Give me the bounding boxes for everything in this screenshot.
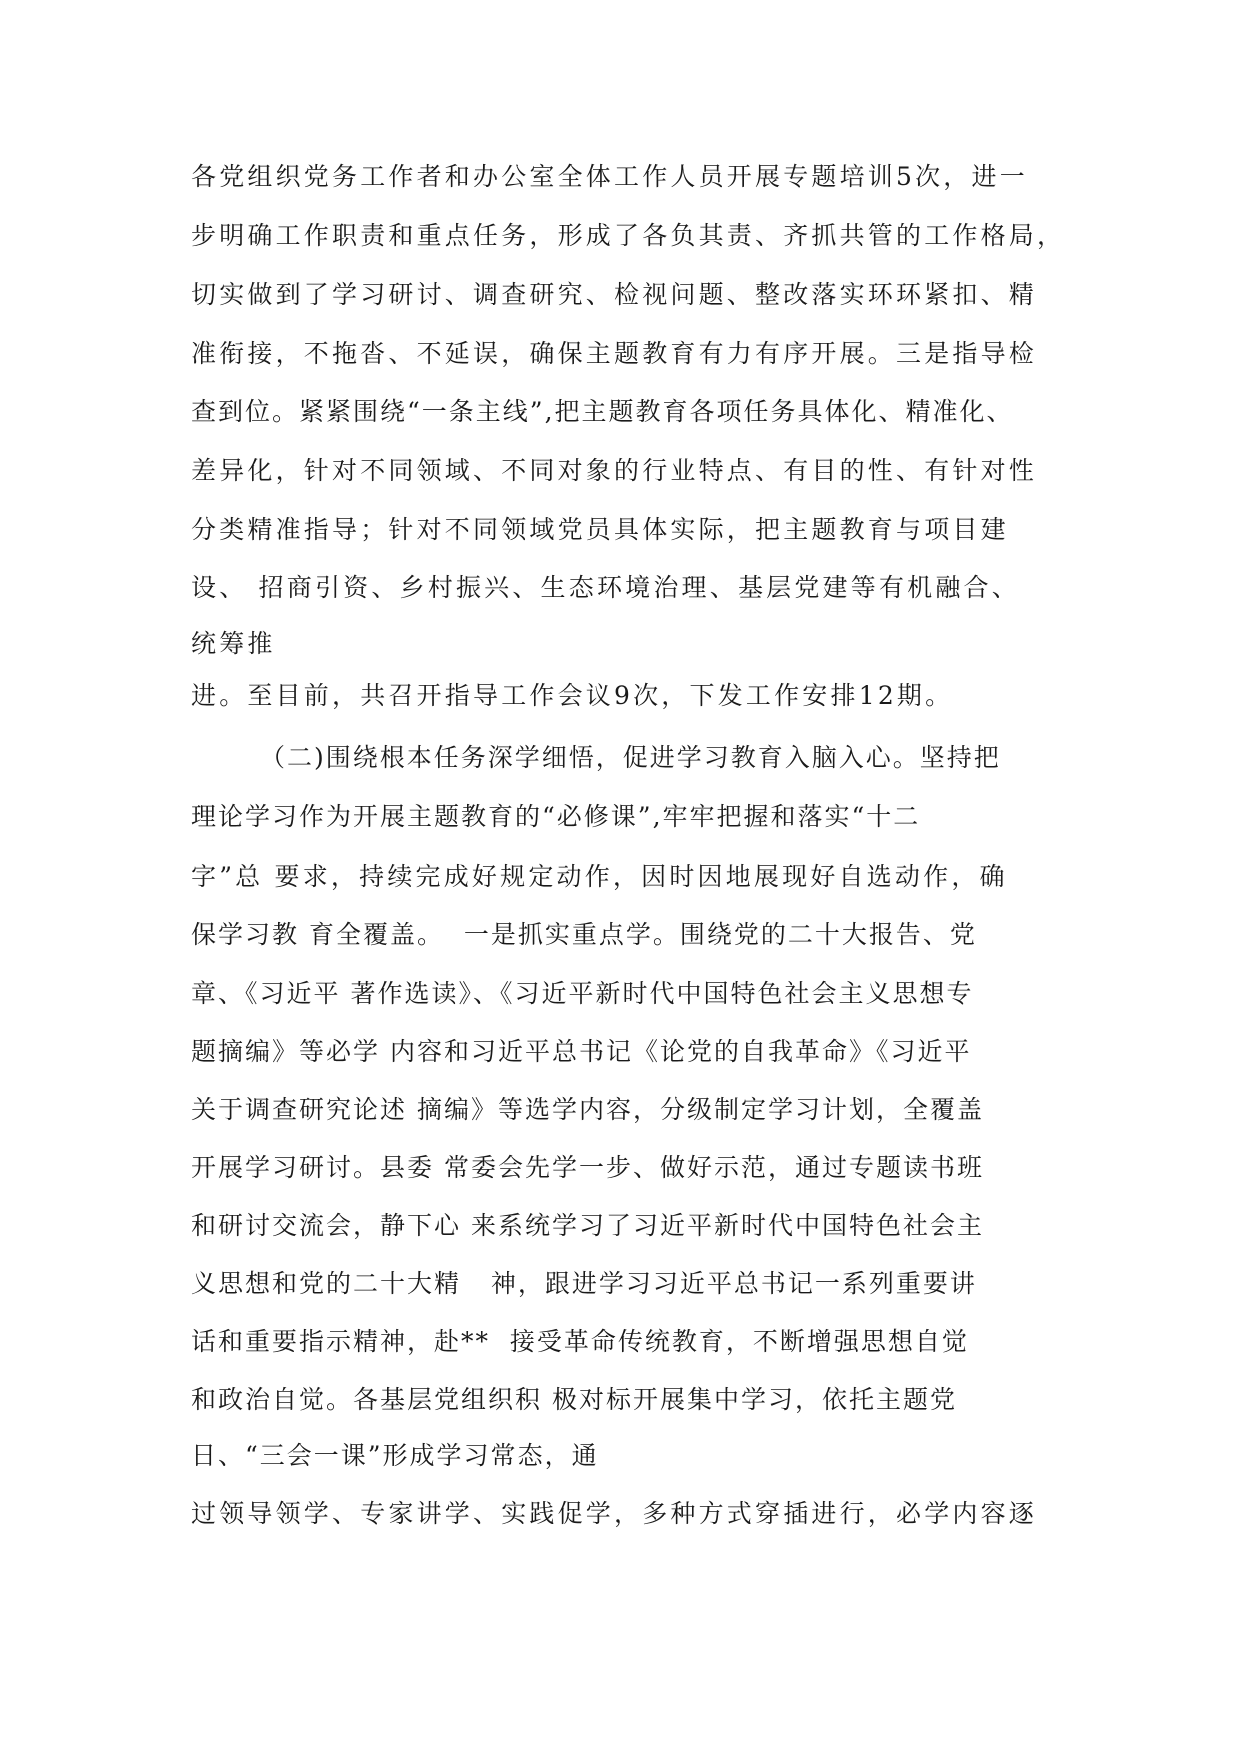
text-line: 进。至目前，共召开指导工作会议9次，下发工作安排12期。 (191, 681, 954, 710)
text-line: 差异化，针对不同领域、不同对象的行业特点、有目的性、有针对性 (191, 456, 1038, 485)
text-line: 各党组织党务工作者和办公室全体工作人员开展专题培训5次，进一 (191, 162, 1028, 191)
text-line: 义思想和党的二十大精 神，跟进学习习近平总书记一系列重要讲 (191, 1269, 977, 1298)
text-line: 和研讨交流会，静下心 来系统学习了习近平新时代中国特色社会主 (191, 1211, 984, 1240)
text-line: 题摘编》等必学 内容和习近平总书记《论党的自我革命》《习近平 (191, 1037, 972, 1066)
text-line: 日、“三会一课”形成学习常态，通 (191, 1441, 599, 1470)
text-line: 字”总 要求，持续完成好规定动作，因时因地展现好自选动作，确 (191, 862, 1008, 891)
text-line: 统筹推 (191, 629, 276, 658)
text-line: 话和重要指示精神，赴** 接受革命传统教育，不断增强思想自觉 (191, 1327, 969, 1356)
text-line: 开展学习研讨。县委 常委会先学一步、做好示范，通过专题读书班 (191, 1153, 984, 1182)
text-line: 关于调查研究论述 摘编》等选学内容，分级制定学习计划，全覆盖 (191, 1095, 984, 1124)
text-line: 切实做到了学习研讨、调查研究、检视问题、整改落实环环紧扣、精 (191, 280, 1038, 309)
text-line: 和政治自觉。各基层党组织积 极对标开展集中学习，依托主题党 (191, 1385, 957, 1414)
text-line: 查到位。紧紧围绕“一条主线”,把主题教育各项任务具体化、精准化、 (191, 397, 1014, 426)
text-line: 步明确工作职责和重点任务，形成了各负其责、齐抓共管的工作格局， (191, 221, 1066, 250)
text-line: 准衔接，不拖沓、不延误，确保主题教育有力有序开展。三是指导检 (191, 339, 1038, 368)
section-heading-line: （二)围绕根本任务深学细悟，促进学习教育入脑入心。坚持把 (260, 743, 1001, 772)
text-line: 保学习教 育全覆盖。 一是抓实重点学。围绕党的二十大报告、党 (191, 920, 977, 949)
text-line: 理论学习作为开展主题教育的“必修课”,牢牢把握和落实“十二 (191, 802, 921, 831)
text-line: 过领导领学、专家讲学、实践促学，多种方式穿插进行，必学内容逐 (191, 1499, 1038, 1528)
text-line: 设、 招商引资、乡村振兴、生态环境治理、基层党建等有机融合、 (191, 573, 1020, 602)
text-line: 分类精准指导；针对不同领域党员具体实际，把主题教育与项目建 (191, 515, 1009, 544)
text-line: 章、《习近平 著作选读》、《习近平新时代中国特色社会主义思想专 (191, 979, 974, 1008)
